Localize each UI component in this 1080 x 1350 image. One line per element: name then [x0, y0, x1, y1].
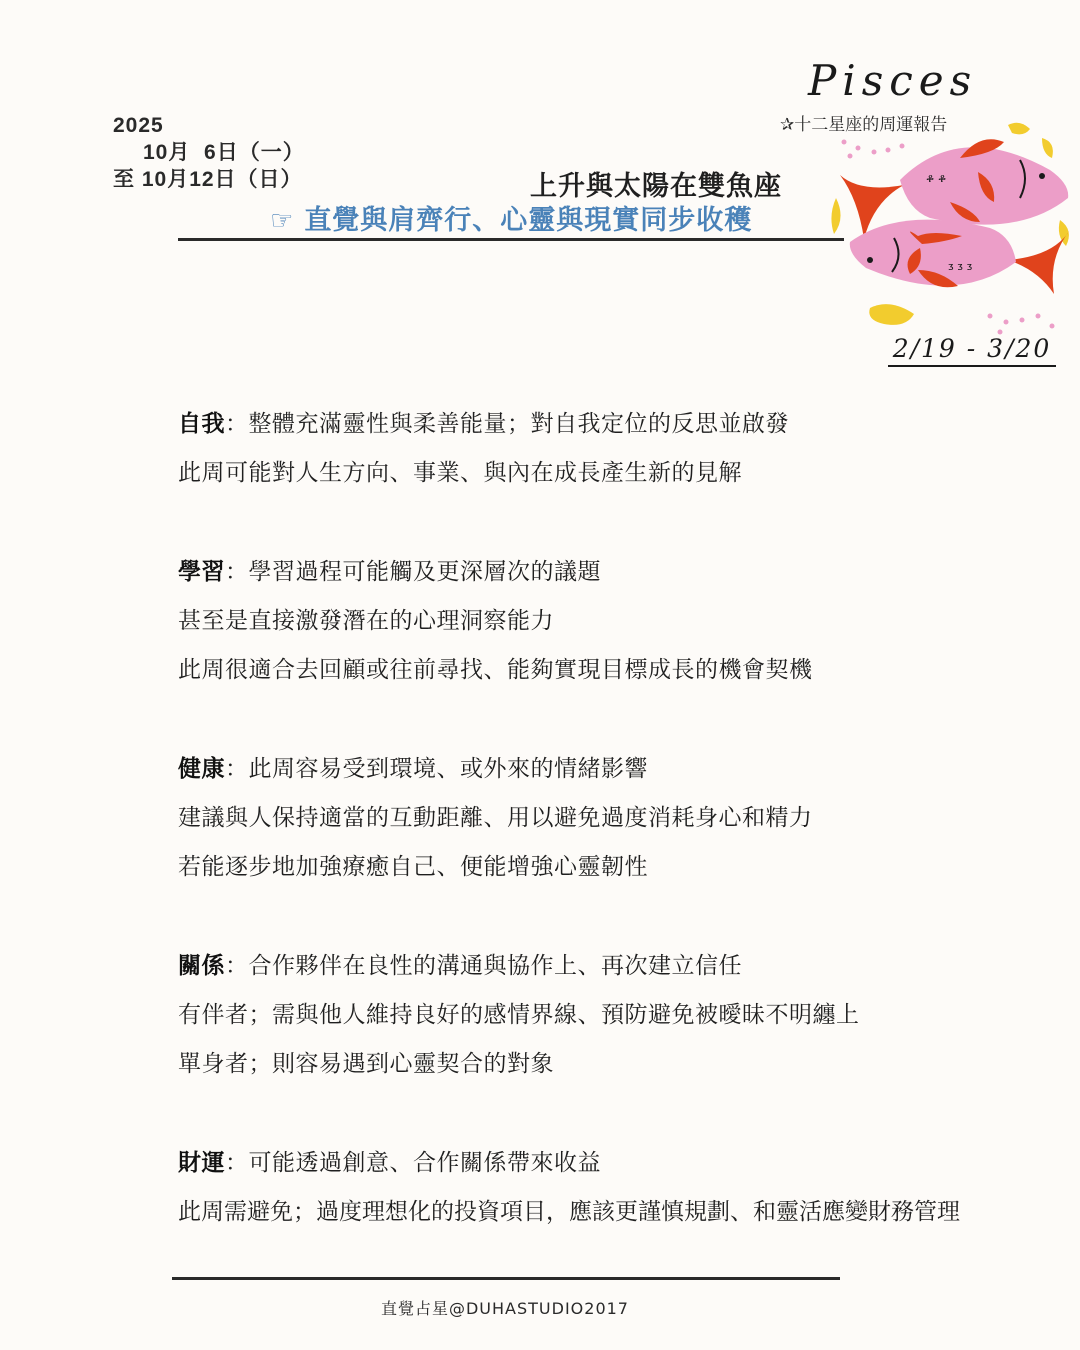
section-text: ：可能透過創意、合作關係帶來收益 — [225, 1150, 601, 1176]
section-text: ：學習過程可能觸及更深層次的議題 — [225, 559, 601, 585]
section-line — [178, 400, 1068, 449]
section-line: 甚至是直接激發潛在的心理洞察能力 — [178, 608, 554, 634]
section-self — [178, 400, 1068, 498]
subtitle-text: 直覺與肩齊行、心靈與現實同步收穫 — [304, 205, 753, 236]
section-text: ：合作夥伴在良性的溝通與協作上、再次建立信任 — [225, 953, 742, 979]
page-subtitle — [270, 198, 752, 237]
section-label: 自我 — [178, 411, 225, 437]
section-line: 單身者；則容易遇到心靈契合的對象 — [178, 1051, 554, 1077]
footer-credit: 直覺占星@DUHASTUDIO2017 — [380, 1299, 629, 1318]
section-wealth — [178, 1139, 1068, 1237]
section-line: 此周很適合去回顧或往前尋找、能夠實現目標成長的機會契機 — [178, 657, 813, 683]
section-line — [178, 942, 1068, 991]
section-label: 財運 — [178, 1150, 225, 1176]
section-label: 學習 — [178, 559, 225, 585]
section-line: 建議與人保持適當的互動距離、用以避免過度消耗身心和精力 — [178, 805, 813, 831]
section-text: ：整體充滿靈性與柔善能量；對自我定位的反思並啟發 — [225, 411, 789, 437]
section-label: 健康 — [178, 756, 225, 782]
section-relationship — [178, 942, 1068, 1089]
section-line — [178, 1139, 1068, 1188]
section-line: 此周可能對人生方向、事業、與內在成長產生新的見解 — [178, 460, 742, 486]
section-learning — [178, 548, 1068, 695]
date-year: 2025 — [113, 114, 164, 137]
sign-tagline: ✰十二星座的周運報告 — [780, 115, 948, 135]
pointing-hand-icon: ☞ — [270, 206, 295, 236]
sign-name: Pisces — [808, 56, 978, 105]
section-line — [178, 745, 1068, 794]
footer-divider — [172, 1277, 840, 1280]
svg-text:ቆ ቆ: ቆ ቆ — [926, 171, 947, 185]
pisces-fish-icon — [830, 120, 1080, 350]
sign-date-range: 2/19 - 3/20 — [888, 334, 1056, 367]
svg-text:ᴣ ᴣ ᴣ: ᴣ ᴣ ᴣ — [948, 260, 973, 273]
section-label: 關係 — [178, 953, 225, 979]
section-text: ：此周容易受到環境、或外來的情緒影響 — [225, 756, 648, 782]
page-title: 上升與太陽在雙魚座 — [530, 171, 782, 202]
date-start: 10月 6日（一） — [143, 141, 305, 164]
forecast-content — [178, 400, 1068, 1287]
section-line: 有伴者；需與他人維持良好的感情界線、預防避免被曖昧不明纏上 — [178, 1002, 860, 1028]
section-health — [178, 745, 1068, 892]
section-line: 此周需避免；過度理想化的投資項目，應該更謹慎規劃、和靈活應變財務管理 — [178, 1199, 960, 1225]
section-line — [178, 548, 1068, 597]
header-divider — [178, 238, 844, 241]
section-line: 若能逐步地加強療癒自己、便能增強心靈韌性 — [178, 854, 648, 880]
date-range — [113, 112, 305, 193]
date-end: 至 10月12日（日） — [113, 168, 303, 191]
